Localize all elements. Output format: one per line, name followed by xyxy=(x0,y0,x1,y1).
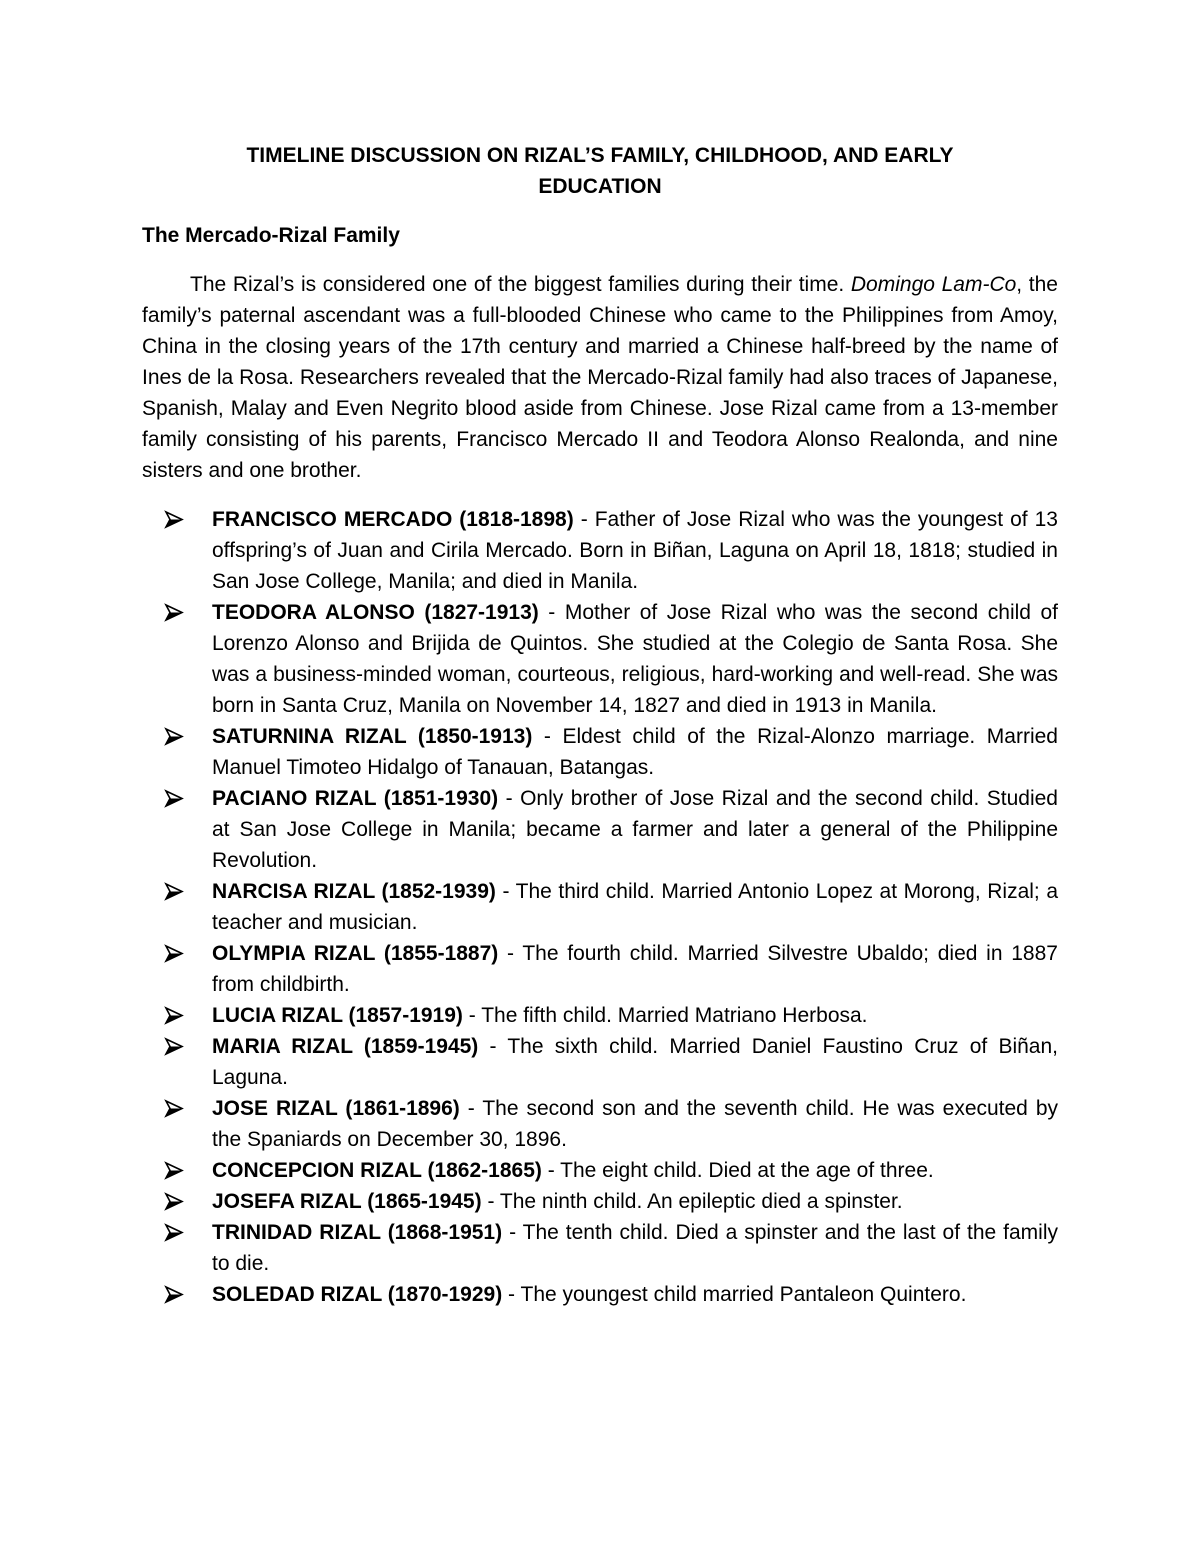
arrowhead-bullet-icon xyxy=(164,1279,190,1310)
list-item xyxy=(142,1155,1058,1186)
member-description: - The ninth child. An epileptic died a spinster. xyxy=(481,1190,903,1213)
document-page xyxy=(142,140,1058,1310)
member-name: SOLEDAD RIZAL (1870-1929) xyxy=(212,1283,503,1306)
member-name: OLYMPIA RIZAL (1855-1887) xyxy=(212,942,499,965)
member-description: - The eight child. Died at the age of three. xyxy=(541,1159,934,1182)
list-item xyxy=(142,1279,1058,1310)
member-name: LUCIA RIZAL (1857-1919) xyxy=(212,1004,463,1027)
list-item xyxy=(142,876,1058,938)
family-member-list xyxy=(142,504,1058,1310)
member-description: - The youngest child married Pantaleon Quintero. xyxy=(502,1283,967,1306)
member-description: - The tenth child. Died a spinster and the last of the family to die. xyxy=(212,1221,1058,1275)
title-line-1: TIMELINE DISCUSSION ON RIZAL’S FAMILY, CHILDHOOD, AND EARLY xyxy=(246,144,954,167)
member-description: - Father of Jose Rizal who was the youngest of 13 offspring’s of Juan and Cirila Mercado. Born in Biñan, Laguna on April 18, 1818; studied in San Jose College, Manila; and died in Manila. xyxy=(212,508,1058,593)
section-heading: The Mercado-Rizal Family xyxy=(142,224,400,247)
member-name: PACIANO RIZAL (1851-1930) xyxy=(212,787,499,810)
member-name: NARCISA RIZAL (1852-1939) xyxy=(212,880,496,903)
member-description: - The second son and the seventh child. He was executed by the Spaniards on December 30, 1896. xyxy=(212,1097,1058,1151)
document-title xyxy=(142,140,1058,202)
arrowhead-bullet-icon xyxy=(164,1093,190,1124)
intro-italic-name: Domingo Lam-Co xyxy=(850,273,1017,296)
arrowhead-bullet-icon xyxy=(164,1217,190,1248)
member-name: TRINIDAD RIZAL (1868-1951) xyxy=(212,1221,503,1244)
member-description: - Only brother of Jose Rizal and the second child. Studied at San Jose College in Manila; became a farmer and later a general of the Philippine Revolution. xyxy=(212,787,1058,872)
member-name: TEODORA ALONSO (1827-1913) xyxy=(212,601,539,624)
list-item xyxy=(142,783,1058,876)
list-item xyxy=(142,504,1058,597)
list-item xyxy=(142,1000,1058,1031)
arrowhead-bullet-icon xyxy=(164,938,190,969)
arrowhead-bullet-icon xyxy=(164,1186,190,1217)
arrowhead-bullet-icon xyxy=(164,721,190,752)
member-description: - The third child. Married Antonio Lopez at Morong, Rizal; a teacher and musician. xyxy=(212,880,1059,934)
arrowhead-bullet-icon xyxy=(164,504,190,535)
arrowhead-bullet-icon xyxy=(164,783,190,814)
list-item xyxy=(142,597,1058,721)
intro-text-2: , the family’s paternal ascendant was a full-blooded Chinese who came to the Philippines from Amoy, China in the closing years of the 17th century and married a Chinese half-breed by the name of Ines de la Rosa. Researchers revealed that the Mercado-Rizal family had also traces of Japanese, Spanish, Malay and Even Negrito blood aside from Chinese. Jose Rizal came from a 13-member family consisting of his parents, Francisco Mercado II and Teodora Alonso Realonda, and nine sisters and one brother. xyxy=(142,273,1058,482)
member-description: - The sixth child. Married Daniel Faustino Cruz of Biñan, Laguna. xyxy=(212,1035,1058,1089)
member-name: CONCEPCION RIZAL (1862-1865) xyxy=(212,1159,542,1182)
list-item xyxy=(142,1031,1058,1093)
list-item xyxy=(142,721,1058,783)
title-line-2: EDUCATION xyxy=(538,175,662,198)
member-name: MARIA RIZAL (1859-1945) xyxy=(212,1035,479,1058)
member-name: JOSE RIZAL (1861-1896) xyxy=(212,1097,460,1120)
intro-text-1: The Rizal’s is considered one of the biggest families during their time. xyxy=(190,273,851,296)
member-description: - Mother of Jose Rizal who was the second child of Lorenzo Alonso and Brijida de Quintos. She studied at the Colegio de Santa Rosa. She was a business-minded woman, courteous, religious, hard-working and well-read. She was born in Santa Cruz, Manila on November 14, 1827 and died in 1913 in Manila. xyxy=(212,601,1059,717)
list-item xyxy=(142,1093,1058,1155)
list-item xyxy=(142,938,1058,1000)
intro-paragraph xyxy=(142,269,1058,486)
arrowhead-bullet-icon xyxy=(164,1155,190,1186)
member-description: - The fifth child. Married Matriano Herbosa. xyxy=(462,1004,868,1027)
member-description: - The fourth child. Married Silvestre Ubaldo; died in 1887 from childbirth. xyxy=(212,942,1058,996)
member-description: - Eldest child of the Rizal-Alonzo marriage. Married Manuel Timoteo Hidalgo of Tanauan, Batangas. xyxy=(212,725,1058,779)
member-name: SATURNINA RIZAL (1850-1913) xyxy=(212,725,533,748)
list-item xyxy=(142,1217,1058,1279)
member-name: FRANCISCO MERCADO (1818-1898) xyxy=(212,508,574,531)
arrowhead-bullet-icon xyxy=(164,1031,190,1062)
arrowhead-bullet-icon xyxy=(164,876,190,907)
list-item xyxy=(142,1186,1058,1217)
member-name: JOSEFA RIZAL (1865-1945) xyxy=(212,1190,482,1213)
arrowhead-bullet-icon xyxy=(164,1000,190,1031)
arrowhead-bullet-icon xyxy=(164,597,190,628)
